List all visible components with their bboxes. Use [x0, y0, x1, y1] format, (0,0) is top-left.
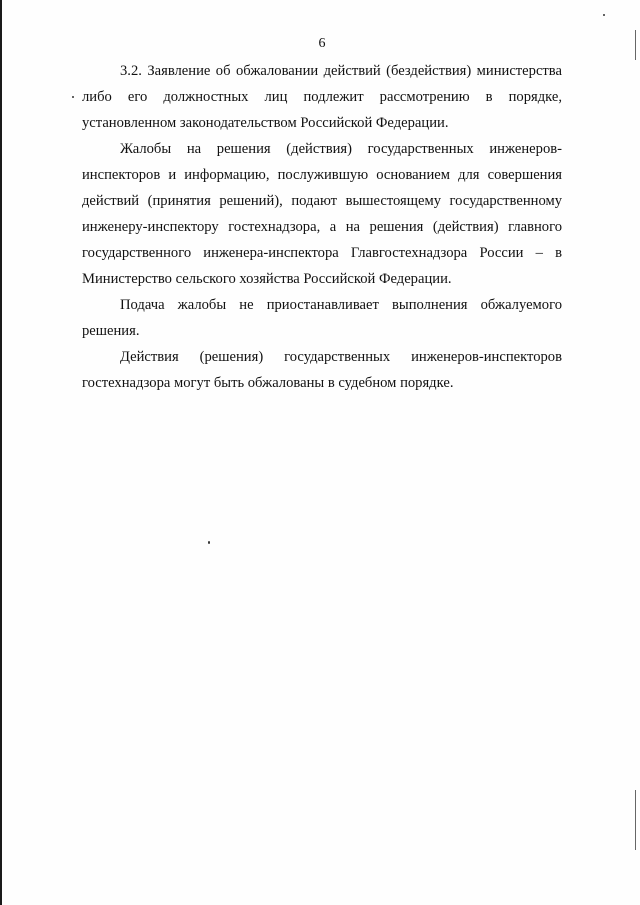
- scan-speck: [208, 541, 210, 544]
- paragraph-complaints: Жалобы на решения (действия) государственных инженеров-инспекторов и информацию, послужившую основанием для совершения действий (принятия решений), подают вышестоящему государственному инженеру-инспектору гостехнадзора, а на решения (действия) главного государственного инженера-инспектора Главгостехнадзора России – в Министерство сельского хозяйства Российской Федерации.: [82, 141, 562, 287]
- page-number: 6: [318, 36, 326, 51]
- scan-speck: [603, 14, 605, 16]
- paragraph-court-appeal: Действия (решения) государственных инженеров-инспекторов гостехнадзора могут быть обжалованы в судебном порядке.: [82, 349, 562, 391]
- body-text: [82, 58, 562, 396]
- scan-edge-mark: [635, 30, 636, 60]
- scan-edge-mark: [635, 790, 636, 850]
- paragraph-no-suspension: Подача жалобы не приостанавливает выполнения обжалуемого решения.: [82, 297, 562, 339]
- scan-speck: [72, 96, 74, 98]
- paragraph-appeal-statement: 3.2. Заявление об обжаловании действий (бездействия) министерства либо его должностных лиц подлежит рассмотрению в порядке, установленном законодательством Российской Федерации.: [82, 63, 562, 131]
